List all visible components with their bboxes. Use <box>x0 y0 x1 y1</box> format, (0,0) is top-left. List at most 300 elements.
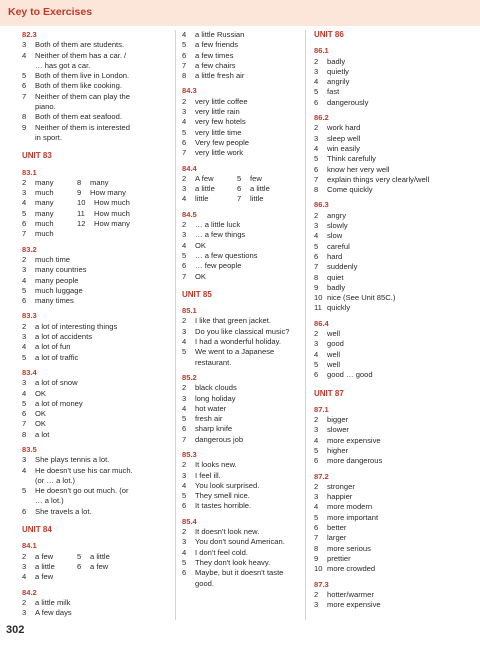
answer-text: slow <box>327 231 343 241</box>
answer-number: 4 <box>314 502 319 512</box>
answer-number: 2 <box>182 460 187 470</box>
answer-number: 3 <box>182 537 187 547</box>
answer-text: a few <box>35 572 54 582</box>
answer-number: 5 <box>314 87 319 97</box>
answer-text: We went to a Japanese <box>195 347 275 357</box>
answer-text: Both of them eat seafood. <box>35 112 122 122</box>
answer-number: 6 <box>314 164 319 174</box>
answer-number: 5 <box>314 359 319 369</box>
answer-text: slower <box>327 425 349 435</box>
answer-item <box>314 123 454 133</box>
answer-row-pair <box>22 209 162 219</box>
answer-item <box>237 194 264 204</box>
answer-item <box>182 527 322 537</box>
answer-number: 6 <box>182 50 187 60</box>
answer-item <box>314 564 454 574</box>
answer-number: 2 <box>22 254 27 264</box>
answer-item <box>182 579 322 589</box>
answer-text: well <box>327 349 341 359</box>
answer-text: hot water <box>195 403 227 413</box>
answer-number: 2 <box>182 220 187 230</box>
answer-item <box>182 414 322 424</box>
answer-text: Think carefully <box>327 154 376 164</box>
answer-item <box>22 276 162 286</box>
answer-item <box>182 337 322 347</box>
answer-text: fast <box>327 87 340 97</box>
answer-item <box>182 220 322 230</box>
answer-number: 3 <box>22 40 27 50</box>
answer-number: 4 <box>182 30 187 39</box>
answer-item <box>314 144 454 154</box>
answer-text: Do you like classical music? <box>195 326 290 336</box>
answer-text: very little rain <box>195 107 240 117</box>
answer-number: 10 <box>314 293 323 303</box>
answer-text: Very few people <box>195 137 250 147</box>
answer-number: 4 <box>22 342 27 352</box>
answer-text: good … good <box>327 370 373 380</box>
answer-number: 3 <box>314 600 319 610</box>
answer-item <box>182 148 322 158</box>
answer-number: 5 <box>314 445 319 455</box>
answer-text: She travels a lot. <box>35 506 92 516</box>
answer-text: Both of them like cooking. <box>35 81 122 91</box>
answer-column-3 <box>314 30 454 610</box>
answer-text: suddenly <box>327 262 358 272</box>
answer-item <box>314 134 454 144</box>
answer-text: quickly <box>327 303 351 313</box>
answer-item <box>182 568 322 578</box>
answer-number: 7 <box>182 271 187 281</box>
answer-text: piano. <box>35 102 56 112</box>
answer-number: 6 <box>22 506 27 516</box>
answer-text: I had a wonderful holiday. <box>195 337 281 347</box>
answer-item <box>314 339 454 349</box>
answer-text: OK <box>35 409 46 419</box>
answer-item <box>22 209 77 219</box>
answer-text: How much <box>94 198 130 208</box>
answer-number: 4 <box>22 198 27 208</box>
answer-number: 12 <box>77 219 86 229</box>
answer-number: 5 <box>22 398 27 408</box>
answer-number: 5 <box>182 414 187 424</box>
answer-number: 7 <box>237 194 242 204</box>
answer-item <box>314 67 454 77</box>
answer-text: very little time <box>195 127 242 137</box>
answer-item <box>314 283 454 293</box>
answer-column-1 <box>22 30 162 618</box>
answer-text: hard <box>327 251 343 261</box>
answer-text: more expensive <box>327 600 381 610</box>
answer-number: 10 <box>77 198 86 208</box>
answer-number: 6 <box>182 424 187 434</box>
answer-number: 8 <box>314 543 319 553</box>
answer-text: It doesn't look new. <box>195 527 260 537</box>
answer-text: well <box>327 359 341 369</box>
answer-text: more important <box>327 512 379 522</box>
answer-row-pair <box>182 184 322 194</box>
answer-text: bigger <box>327 415 349 425</box>
answer-number: 11 <box>77 208 85 218</box>
answer-text: well <box>327 329 341 339</box>
answer-item <box>77 562 108 572</box>
answer-text: many <box>35 208 54 218</box>
answer-item <box>314 77 454 87</box>
answer-item <box>314 523 454 533</box>
answer-text: a little Russian <box>195 30 245 39</box>
answer-text: little <box>250 194 264 204</box>
answer-text: nice (See Unit 85C.) <box>327 293 396 303</box>
answer-text: Neither of them has a car. / <box>35 50 127 60</box>
answer-number: 4 <box>182 117 187 127</box>
answer-number: 7 <box>22 91 27 101</box>
answer-item <box>22 188 77 198</box>
answer-number: 8 <box>22 112 27 122</box>
answer-text: a little <box>90 551 110 561</box>
answer-item <box>314 185 454 195</box>
answer-item <box>182 61 322 71</box>
exercise-heading: 84.4 <box>182 163 197 173</box>
answer-number: 5 <box>182 491 187 501</box>
answer-item <box>22 51 162 61</box>
answer-text: angrily <box>327 77 350 87</box>
answer-number: 2 <box>314 123 319 133</box>
answer-item <box>182 548 322 558</box>
answer-number: 4 <box>22 572 27 582</box>
answer-text: a little <box>195 184 215 194</box>
answer-item <box>314 252 454 262</box>
page-number: 302 <box>6 624 25 636</box>
answer-text: many <box>35 198 54 208</box>
answer-item <box>22 608 162 618</box>
answer-item <box>314 329 454 339</box>
answer-text: quietly <box>327 66 349 76</box>
answer-text: many people <box>35 275 79 285</box>
answer-number: 7 <box>22 419 27 429</box>
answer-row-pair <box>22 219 162 229</box>
answer-text: … a little luck <box>195 220 241 230</box>
answer-item <box>182 460 322 470</box>
answer-number: 8 <box>22 429 27 439</box>
answer-text: a little <box>35 561 55 571</box>
answer-item <box>22 265 162 275</box>
answer-text: higher <box>327 445 349 455</box>
answer-number: 2 <box>22 177 27 187</box>
answer-number: 6 <box>182 568 187 578</box>
answer-text: I like that green jacket. <box>195 316 271 326</box>
exercise-heading: 83.2 <box>22 244 37 254</box>
answer-text: work hard <box>327 123 361 133</box>
answer-item <box>182 174 237 184</box>
answer-number: 5 <box>22 71 27 81</box>
answer-row-pair <box>22 178 162 188</box>
answer-text: She plays tennis a lot. <box>35 455 110 465</box>
answer-text: in sport. <box>35 132 63 142</box>
answer-item <box>22 476 162 486</box>
exercise-heading: 85.3 <box>182 449 197 459</box>
answer-number: 2 <box>182 383 187 393</box>
answer-number: 6 <box>314 251 319 261</box>
answer-item <box>182 424 322 434</box>
answer-item <box>22 123 162 133</box>
answer-item <box>314 231 454 241</box>
answer-item <box>22 353 162 363</box>
answer-text: more dangerous <box>327 456 383 466</box>
answer-number: 6 <box>182 137 187 147</box>
answer-text: larger <box>327 533 347 543</box>
page-title: Key to Exercises <box>8 6 93 18</box>
answer-item <box>22 178 77 188</box>
answer-number: 7 <box>314 174 319 184</box>
answer-item <box>314 350 454 360</box>
answer-text: I don't feel cold. <box>195 547 248 557</box>
answer-text: … a few things <box>195 230 246 240</box>
answer-number: 8 <box>314 272 319 282</box>
answer-text: a little <box>250 184 270 194</box>
answer-item <box>314 165 454 175</box>
answer-row-pair <box>182 194 322 204</box>
answer-number: 2 <box>314 481 319 491</box>
answer-item <box>77 552 110 562</box>
exercise-heading: 83.1 <box>22 167 37 177</box>
answer-text: careful <box>327 241 350 251</box>
answer-item <box>22 71 162 81</box>
exercise-heading: 84.2 <box>22 587 37 597</box>
answer-item <box>77 209 130 219</box>
answer-item <box>314 513 454 523</box>
answer-text: a few <box>35 551 54 561</box>
answer-number: 10 <box>314 564 323 574</box>
answer-number: 4 <box>22 50 27 60</box>
answer-item <box>182 558 322 568</box>
answer-number: 7 <box>314 262 319 272</box>
answer-text: better <box>327 523 347 533</box>
answer-number: 2 <box>182 96 187 106</box>
answer-text: more expensive <box>327 435 381 445</box>
unit-heading: UNIT 84 <box>22 525 52 535</box>
answer-item <box>182 347 322 357</box>
answer-number: 2 <box>22 597 27 607</box>
answer-row-pair <box>22 562 162 572</box>
answer-number: 9 <box>22 122 27 132</box>
exercise-heading: 83.5 <box>22 444 37 454</box>
answer-item <box>182 491 322 501</box>
answer-number: 2 <box>314 210 319 220</box>
answer-text: They smell nice. <box>195 491 250 501</box>
answer-text: angry <box>327 210 346 220</box>
answer-text: win easily <box>327 143 360 153</box>
answer-number: 5 <box>182 347 187 357</box>
answer-item <box>182 40 322 50</box>
answer-text: OK <box>35 388 46 398</box>
answer-item <box>182 435 322 445</box>
answer-number: 5 <box>314 241 319 251</box>
answer-text: stronger <box>327 481 355 491</box>
answer-number: 4 <box>22 388 27 398</box>
exercise-heading: 85.4 <box>182 516 197 526</box>
answer-number: 4 <box>314 349 319 359</box>
answer-item <box>22 296 162 306</box>
answer-text: know her very well <box>327 164 390 174</box>
answer-number: 6 <box>22 81 27 91</box>
answer-item <box>182 481 322 491</box>
answer-number: 3 <box>314 221 319 231</box>
answer-item <box>182 30 322 40</box>
answer-number: 3 <box>22 378 27 388</box>
answer-text: a lot of accidents <box>35 332 92 342</box>
answer-item <box>182 251 322 261</box>
answer-number: 2 <box>314 415 319 425</box>
answer-number: 9 <box>77 188 82 198</box>
answer-item <box>314 242 454 252</box>
answer-item <box>22 378 162 388</box>
answer-number: 7 <box>182 148 187 158</box>
answer-text: (or … a lot.) <box>35 475 76 485</box>
answer-text: … has got a car. <box>35 60 91 70</box>
exercise-heading: 87.2 <box>314 471 329 481</box>
answer-number: 4 <box>22 465 27 475</box>
answer-text: badly <box>327 56 346 66</box>
exercise-heading: 86.1 <box>314 46 329 56</box>
answer-number: 3 <box>22 188 27 198</box>
answer-item <box>182 71 322 81</box>
exercise-heading: 87.1 <box>314 404 329 414</box>
answer-text: a lot of interesting things <box>35 321 118 331</box>
answer-number: 6 <box>22 296 27 306</box>
exercise-heading: 84.1 <box>22 541 37 551</box>
answer-item <box>22 562 77 572</box>
answer-number: 6 <box>22 409 27 419</box>
exercise-heading: 86.4 <box>314 318 329 328</box>
exercise-heading: 84.3 <box>182 86 197 96</box>
answer-item <box>314 211 454 221</box>
answer-item <box>22 40 162 50</box>
answer-item <box>182 358 322 368</box>
answer-text: How much <box>94 208 130 218</box>
answer-item <box>314 533 454 543</box>
answer-item <box>22 219 77 229</box>
answer-text: a lot of money <box>35 398 83 408</box>
answer-number: 2 <box>314 56 319 66</box>
answer-text: little <box>195 194 209 204</box>
answer-item <box>182 316 322 326</box>
answer-item <box>314 87 454 97</box>
answer-number: 4 <box>182 194 187 204</box>
answer-item <box>182 128 322 138</box>
answer-number: 6 <box>314 456 319 466</box>
answer-number: 3 <box>314 492 319 502</box>
answer-text: A few days <box>35 608 72 618</box>
answer-item <box>182 383 322 393</box>
unit-heading: UNIT 87 <box>314 388 344 398</box>
answer-text: much time <box>35 254 71 264</box>
answer-item <box>22 229 162 239</box>
answer-number: 4 <box>182 547 187 557</box>
answer-item <box>22 322 162 332</box>
answer-number: 3 <box>314 425 319 435</box>
answer-item <box>314 303 454 313</box>
answer-item <box>22 466 162 476</box>
answer-text: very few hotels <box>195 117 246 127</box>
answer-text: You look surprised. <box>195 480 260 490</box>
answer-text: sharp knife <box>195 424 233 434</box>
answer-item <box>314 293 454 303</box>
answer-item <box>182 117 322 127</box>
answer-text: Come quickly <box>327 185 373 195</box>
answer-item <box>182 230 322 240</box>
answer-item <box>77 188 126 198</box>
answer-item <box>22 552 77 562</box>
answer-item <box>182 194 237 204</box>
answer-item <box>22 255 162 265</box>
answer-number: 3 <box>182 393 187 403</box>
answer-text: a lot of fun <box>35 342 71 352</box>
answer-item <box>22 286 162 296</box>
answer-number: 4 <box>22 275 27 285</box>
answer-text: dangerously <box>327 97 369 107</box>
answer-text: Neither of them can play the <box>35 91 130 101</box>
answer-text: … a lot.) <box>35 496 64 506</box>
answer-item <box>77 178 109 188</box>
answer-number: 4 <box>182 480 187 490</box>
answer-text: slowly <box>327 221 348 231</box>
answer-item <box>314 544 454 554</box>
answer-row-pair <box>22 188 162 198</box>
answer-text: more serious <box>327 543 371 553</box>
answer-number: 3 <box>314 133 319 143</box>
answer-text: good <box>327 339 344 349</box>
answer-item <box>77 219 130 229</box>
answer-number: 3 <box>22 561 27 571</box>
answer-item <box>22 389 162 399</box>
answer-text: good. <box>195 578 215 588</box>
answer-text: He doesn't go out much. (or <box>35 486 129 496</box>
answer-text: It tastes horrible. <box>195 501 252 511</box>
answer-text: Both of them live in London. <box>35 71 130 81</box>
exercise-heading: 85.2 <box>182 372 197 382</box>
answer-number: 5 <box>77 551 82 561</box>
answer-number: 5 <box>22 285 27 295</box>
answer-number: 6 <box>182 501 187 511</box>
column-divider <box>175 30 176 620</box>
answer-number: 5 <box>22 352 27 362</box>
unit-heading: UNIT 85 <box>182 289 212 299</box>
page-header <box>0 0 480 26</box>
exercise-heading: 84.5 <box>182 209 197 219</box>
answer-text: many <box>35 177 54 187</box>
answer-number: 5 <box>182 250 187 260</box>
answer-item <box>22 419 162 429</box>
answer-number: 5 <box>314 154 319 164</box>
answer-number: 4 <box>182 403 187 413</box>
answer-number: 6 <box>77 561 82 571</box>
answer-text: few <box>250 173 262 183</box>
answer-text: a few times <box>195 50 234 60</box>
answer-item <box>314 221 454 231</box>
answer-item <box>314 436 454 446</box>
answer-item <box>314 98 454 108</box>
answer-text: It looks new. <box>195 460 237 470</box>
answer-column-2 <box>182 30 322 589</box>
answer-item <box>314 554 454 564</box>
answer-number: 3 <box>182 470 187 480</box>
answer-item <box>182 327 322 337</box>
answer-item <box>22 455 162 465</box>
answer-number: 7 <box>182 60 187 70</box>
answer-number: 5 <box>182 557 187 567</box>
answer-text: a little fresh air <box>195 71 245 81</box>
answer-item <box>314 502 454 512</box>
answer-number: 6 <box>237 184 242 194</box>
